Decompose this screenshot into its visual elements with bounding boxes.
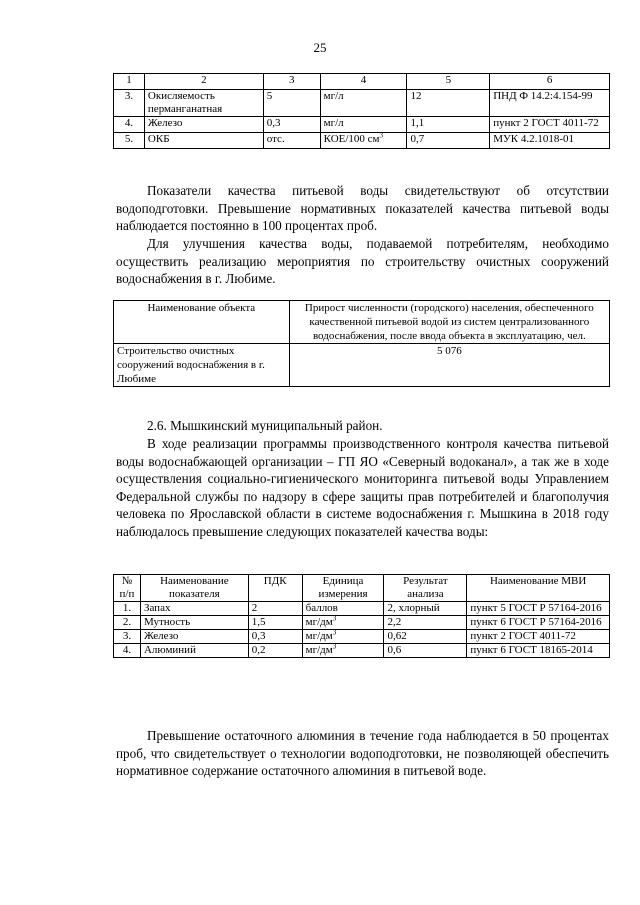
exceedance-table — [113, 574, 610, 658]
header-cell: 1 — [114, 74, 145, 90]
indicator-name: Алюминий — [140, 644, 248, 658]
unit-cell — [302, 644, 384, 658]
pdk-value: 1,5 — [248, 616, 302, 630]
paragraph-quality-findings: Показатели качества питьевой воды свидетельствуют об отсутствии водоподготовки. Превышение нормативных показателей качества питьевой воды наблюдается постоянно в 100 процентах проб. — [116, 183, 609, 234]
paragraph-monitoring: В ходе реализации программы производственного контроля качества питьевой воды водоснабжающей организации – ГП ЯО «Северный водоканал», а так же в ходе осуществления социально-гигиенического мониторинга питьевой воды Управлением Федеральной службы по надзору в сфере защиты прав потребителей и благополучия человека по Ярославской области в системе водоснабжения г. Мышкина в 2018 году наблюдалось превышение следующих показателей качества воды: — [116, 436, 609, 539]
unit-superscript: 3 — [332, 642, 337, 651]
indicator-name: Железо — [144, 117, 263, 133]
table-row — [114, 344, 610, 387]
pdk-value: 0,2 — [248, 644, 302, 658]
indicator-name: ОКБ — [144, 133, 263, 149]
header-method: Наименование МВИ — [467, 575, 610, 602]
header-object-name: Наименование объекта — [114, 301, 290, 344]
unit-cell — [302, 616, 384, 630]
unit: мг/л — [320, 90, 407, 117]
indicator-name: Мутность — [140, 616, 248, 630]
method-name: пункт 5 ГОСТ Р 57164-2016 — [467, 602, 610, 616]
pdk-value: отс. — [263, 133, 320, 149]
paragraph-improvement-measures: Для улучшения качества воды, подаваемой потребителям, необходимо осуществить реализацию мероприятия по строительству очистных сооружений водоснабжения в г. Любиме. — [116, 236, 609, 287]
header-cell: 4 — [320, 74, 407, 90]
result-value: 1,1 — [407, 117, 490, 133]
method-name: пункт 6 ГОСТ Р 57164-2016 — [467, 616, 610, 630]
result-value: 2,2 — [384, 616, 467, 630]
result-value: 12 — [407, 90, 490, 117]
table-row — [114, 644, 610, 658]
row-number: 3. — [114, 90, 145, 117]
unit: мг/дм — [305, 616, 333, 628]
method-name: МУК 4.2.1018-01 — [490, 133, 610, 149]
header-unit: Единица измерения — [302, 575, 384, 602]
water-quality-table-continued — [113, 73, 610, 149]
section-heading: 2.6. Мышкинский муниципальный район. — [147, 418, 383, 433]
construction-object-table — [113, 300, 610, 387]
unit-superscript: 3 — [379, 131, 384, 140]
header-cell: 6 — [490, 74, 610, 90]
row-number: 2. — [114, 616, 141, 630]
table-row — [114, 133, 610, 149]
population-growth-value: 5 076 — [289, 344, 609, 387]
result-value: 0,6 — [384, 644, 467, 658]
unit: мг/дм — [305, 630, 333, 642]
row-number: 4. — [114, 644, 141, 658]
row-number: 1. — [114, 602, 141, 616]
header-pdk: ПДК — [248, 575, 302, 602]
method-name: пункт 2 ГОСТ 4011-72 — [490, 117, 610, 133]
result-value: 0,7 — [407, 133, 490, 149]
table-row — [114, 117, 610, 133]
row-number: 4. — [114, 117, 145, 133]
paragraph-aluminium-exceedance: Превышение остаточного алюминия в течение года наблюдается в 50 процентах проб, что свидетельствует о технологии водоподготовки, не позволяющей обеспечить нормативное содержание остаточного алюминия в питьевой воде. — [116, 728, 609, 779]
unit: баллов — [302, 602, 384, 616]
row-number: 5. — [114, 133, 145, 149]
method-name: ПНД Ф 14.2:4.154-99 — [490, 90, 610, 117]
table-row — [114, 90, 610, 117]
header-indicator: Наименование показателя — [140, 575, 248, 602]
pdk-value: 5 — [263, 90, 320, 117]
indicator-name: Железо — [140, 630, 248, 644]
object-name: Строительство очистных сооружений водоснабжения в г. Любиме — [114, 344, 290, 387]
row-number: 3. — [114, 630, 141, 644]
pdk-value: 0,3 — [248, 630, 302, 644]
header-population-growth: Прирост численности (городского) населения, обеспеченного качественной питьевой водой из систем централизованного водоснабжения, после ввода объекта в эксплуатацию, чел. — [289, 301, 609, 344]
table-row — [114, 616, 610, 630]
table-header-row — [114, 74, 610, 90]
table-header-row — [114, 301, 610, 344]
unit-superscript: 3 — [332, 628, 337, 637]
pdk-value: 2 — [248, 602, 302, 616]
unit-cell — [302, 630, 384, 644]
table-header-row — [114, 575, 610, 602]
unit-cell — [320, 133, 407, 149]
method-name: пункт 2 ГОСТ 4011-72 — [467, 630, 610, 644]
method-name: пункт 6 ГОСТ 18165-2014 — [467, 644, 610, 658]
header-number: № п/п — [114, 575, 141, 602]
pdk-value: 0,3 — [263, 117, 320, 133]
unit: мг/л — [320, 117, 407, 133]
header-cell: 2 — [144, 74, 263, 90]
header-cell: 5 — [407, 74, 490, 90]
unit: КОЕ/100 см — [323, 133, 380, 145]
header-cell: 3 — [263, 74, 320, 90]
table-row — [114, 602, 610, 616]
result-value: 0,62 — [384, 630, 467, 644]
unit-superscript: 3 — [332, 614, 337, 623]
result-value: 2, хлорный — [384, 602, 467, 616]
indicator-name: Запах — [140, 602, 248, 616]
header-result: Результат анализа — [384, 575, 467, 602]
page-number: 25 — [313, 40, 327, 55]
indicator-name: Окисляемость перманганатная — [144, 90, 263, 117]
table-row — [114, 630, 610, 644]
unit: мг/дм — [305, 644, 333, 656]
